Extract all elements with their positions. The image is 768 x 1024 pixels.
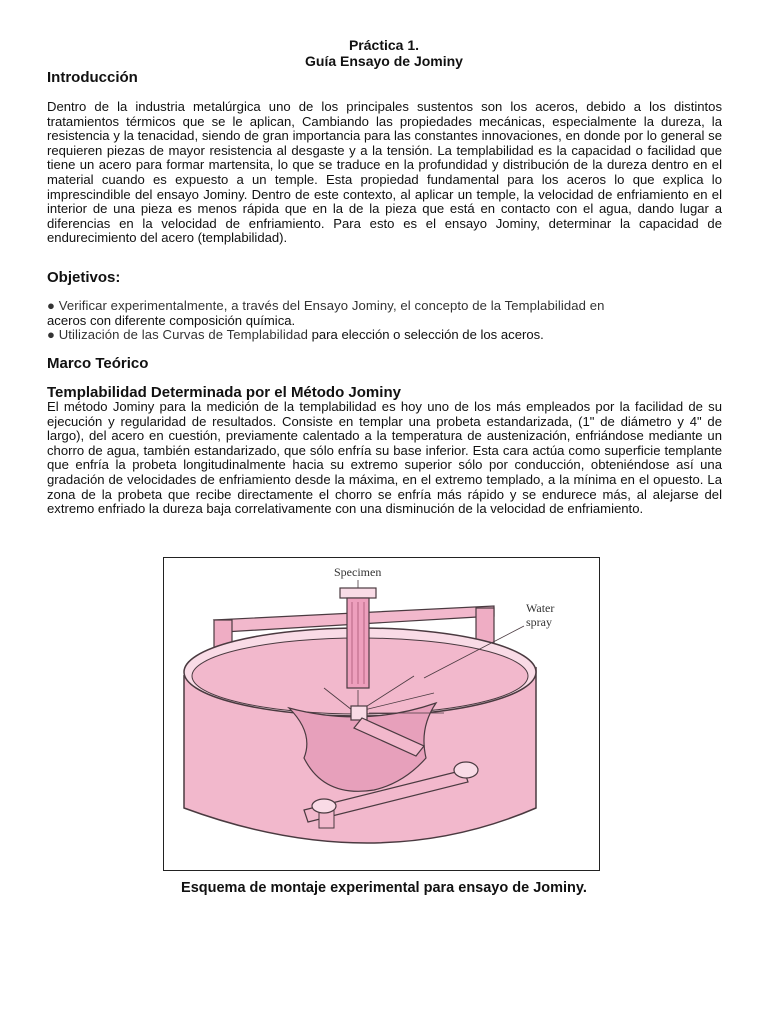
- intro-heading: Introducción: [47, 69, 138, 86]
- marco-heading: Marco Teórico: [47, 355, 149, 372]
- objective-1-line2: aceros con diferente composición química.: [47, 312, 296, 328]
- jominy-apparatus-drawing: [164, 558, 598, 869]
- intro-paragraph: Dentro de la industria metalúrgica uno de los principales sustentos son los aceros, debido a los distintos tratamientos térmicos que se le aplican, Cambiando las propiedades mecánicas, especialmente la dureza, la resistencia y la tenacidad, siendo de gran importancia para las constantes innovaciones, en donde por lo general se requieren piezas de mayor resistencia al desgaste y a la tensión. La templabilidad es la capacidad o facilidad que tiene un acero para formar martensita, lo que se traduce en la profundidad y distribución de la dureza dentro en el material cuando es expuesto a un temple. Esta propiedad fundamental para los aceros lo que explica lo imprescindible del ensayo Jominy. Dentro de este contexto, al aplicar un temple, la velocidad de enfriamiento en el interior de una pieza es menos rápida que en la de la pieza que está en contacto con el agua, dando lugar a diferencias en la velocidad de enfriamiento. Para esto es el ensayo Jominy, determinar la capacidad de endurecimiento del acero (templabilidad).: [47, 99, 722, 246]
- objective-2-part2: para elección o selección de los aceros.: [307, 327, 544, 342]
- objective-1-line1: ● Verificar experimentalmente, a través del Ensayo Jominy, el concepto de la Templabilidad en: [47, 298, 605, 313]
- marco-paragraph: El método Jominy para la medición de la templabilidad es hoy uno de los más empleados por la facilidad de su ejecución y regularidad de resultados. Consiste en templar una probeta estandarizada, (1" de diámetro y 4" de largo), del acero en cuestión, previamente calentado a la temperatura de austenización, enfriándose mediante un chorro de agua, también estandarizado, que sólo enfría su base inferior. Esta cara actúa como superficie templante que enfría la probeta longitudinalmente hacia su extremo superior sólo por conducción, obteniéndose así una gradación de velocidades de enfriamiento desde la máxima, en el extremo templado, a la mínima en el opuesto. La zona de la probeta que recibe directamente el chorro se enfría más rápido y se endurece más, al alejarse del extremo enfriado la dureza baja correlativamente con una disminución de la velocidad de enfriamiento.: [47, 399, 722, 517]
- page-title-line1: Práctica 1.: [348, 37, 420, 53]
- objective-item-2: [47, 328, 727, 343]
- figure-caption: Esquema de montaje experimental para ensayo de Jominy.: [181, 880, 587, 896]
- label-water-line1: Water: [526, 601, 555, 615]
- page-title-line2: Guía Ensayo de Jominy: [305, 53, 463, 69]
- objective-2-part1: ● Utilización de las Curvas de Templabilidad: [47, 327, 308, 342]
- label-water-line2: spray: [526, 615, 552, 629]
- objectives-heading: Objetivos:: [47, 269, 121, 286]
- objective-item-1: [47, 299, 727, 328]
- jominy-apparatus-figure: [163, 557, 600, 871]
- label-specimen: Specimen: [334, 565, 382, 579]
- marco-subheading: Templabilidad Determinada por el Método Jominy: [47, 384, 401, 401]
